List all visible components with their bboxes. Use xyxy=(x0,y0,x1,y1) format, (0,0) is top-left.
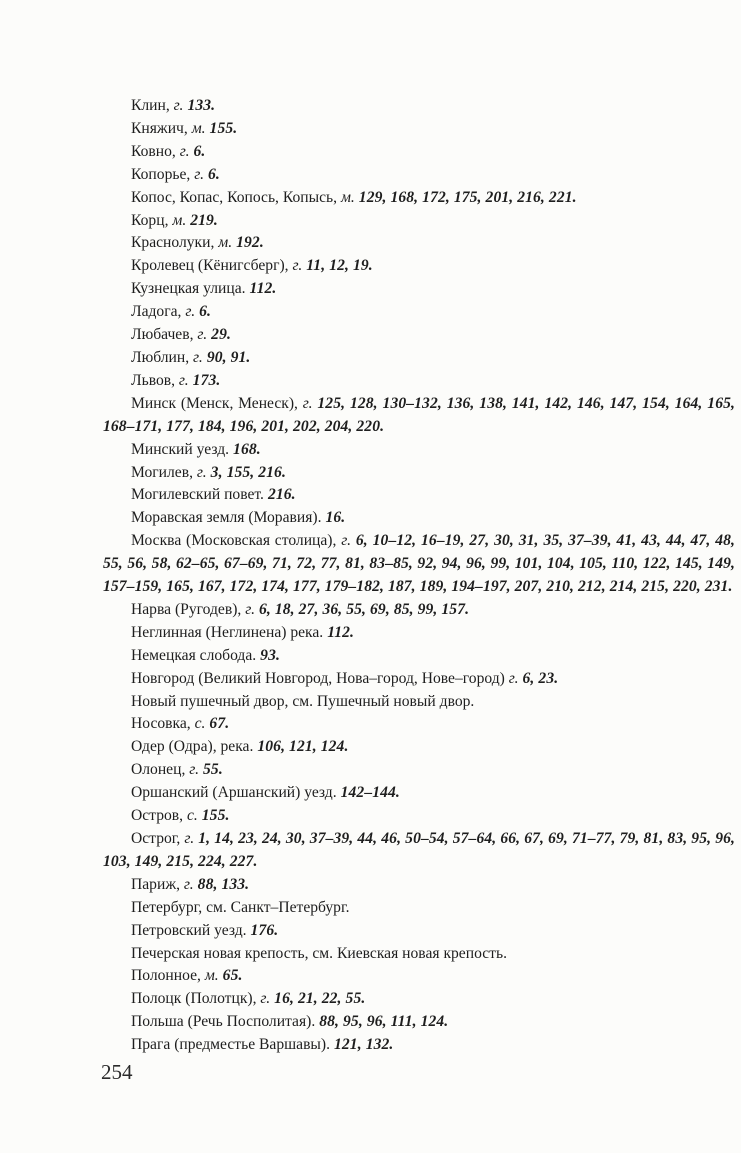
entry-type-abbrev: г. xyxy=(179,142,190,160)
entry-type-abbrev: г. xyxy=(508,669,519,687)
entry-type-abbrev: г. xyxy=(178,371,189,389)
index-entry xyxy=(103,255,735,278)
entry-name: Остров, xyxy=(131,807,187,825)
entry-page-refs: 6. xyxy=(189,142,206,160)
index-entry xyxy=(103,622,735,645)
entry-name: Одер (Одра), река. xyxy=(131,738,254,756)
entry-name: Острог, xyxy=(131,830,185,847)
entry-page-refs: 106, 121, 124. xyxy=(253,738,349,756)
entry-page-refs: 168. xyxy=(229,440,261,458)
entry-name: Могилевский повет. xyxy=(131,486,264,504)
index-entry xyxy=(103,118,735,141)
entry-type-abbrev: г. xyxy=(302,394,313,412)
index-entry xyxy=(103,439,735,462)
index-entry xyxy=(103,691,735,714)
entry-name: Моравская земля (Моравия). xyxy=(131,509,322,527)
index-entry xyxy=(103,232,735,255)
entry-name: Новгород (Великий Новгород, Нова–город, Нове–город) xyxy=(131,669,509,687)
index-entry xyxy=(103,507,735,530)
entry-type-abbrev: с. xyxy=(194,715,206,733)
entry-name: Львов, xyxy=(131,371,179,389)
entry-type-abbrev: г. xyxy=(245,600,255,618)
entry-name: Копос, Копас, Копось, Копысь, xyxy=(131,188,341,206)
entry-page-refs: 176. xyxy=(246,921,279,939)
entry-name: Клин, xyxy=(131,97,174,114)
index-entry xyxy=(103,736,735,759)
entry-name: Петербург, см. Санкт–Петербург. xyxy=(131,898,350,916)
entry-name: Нарва (Ругодев), xyxy=(131,600,246,618)
entry-name: Петровский уезд. xyxy=(131,921,247,939)
index-entry xyxy=(103,462,735,485)
index-entry xyxy=(103,1011,735,1034)
entry-name: Оршанский (Аршанский) уезд. xyxy=(131,784,337,802)
index-entry xyxy=(103,187,735,210)
index-entry xyxy=(103,943,735,966)
entry-name: Немецкая слобода. xyxy=(131,646,257,664)
entry-page-refs: 6, 23. xyxy=(518,669,559,687)
entry-page-refs: 16, 21, 22, 55. xyxy=(270,990,366,1008)
entry-page-refs: 121, 132. xyxy=(330,1036,394,1054)
entry-page-refs: 112. xyxy=(245,280,277,298)
index-entry xyxy=(103,370,735,393)
index-entry xyxy=(103,920,735,943)
index-entry xyxy=(103,668,735,691)
entry-page-refs: 6, 18, 27, 36, 55, 69, 85, 99, 157. xyxy=(254,600,470,618)
entry-name: Кролевец (Кёнигсберг), xyxy=(131,257,293,275)
entry-name: Олонец, xyxy=(131,761,190,779)
entry-type-abbrev: г. xyxy=(185,303,196,321)
entry-name: Минский уезд. xyxy=(131,440,230,458)
entry-page-refs: 1, 14, 23, 24, 30, 37–39, 44, 46, 50–54, 57–64, 66, 67, 69, 71–77, 79, 81, 83, 95, 96, 103, 149, 215, 224, 227. xyxy=(103,830,735,870)
entry-type-abbrev: м. xyxy=(204,967,219,985)
entry-name: Кузнецкая улица. xyxy=(131,280,246,298)
entry-type-abbrev: г. xyxy=(184,830,195,847)
entry-page-refs: 88, 95, 96, 111, 124. xyxy=(315,1013,449,1031)
entry-page-refs: 11, 12, 19. xyxy=(302,257,373,275)
entry-type-abbrev: м. xyxy=(191,119,206,137)
index-entry xyxy=(103,897,735,920)
entry-type-abbrev: г. xyxy=(173,97,184,114)
entry-page-refs: 192. xyxy=(232,234,264,252)
index-entry xyxy=(103,965,735,988)
entry-name: Могилев, xyxy=(131,463,197,481)
entry-type-abbrev: г. xyxy=(193,348,203,366)
entry-page-refs: 67. xyxy=(205,715,230,733)
entry-name: Польша (Речь Посполитая). xyxy=(131,1013,316,1031)
entry-page-refs: 90, 91. xyxy=(202,348,251,366)
index-entry xyxy=(103,210,735,233)
page-number: 254 xyxy=(101,1060,133,1084)
index-entry xyxy=(103,713,735,736)
entry-name: Неглинная (Неглинена) река. xyxy=(131,623,324,641)
index-entry xyxy=(103,645,735,668)
entry-name: Полоцк (Полотцк), xyxy=(131,990,261,1008)
entry-type-abbrev: г. xyxy=(194,165,204,183)
entry-type-abbrev: м. xyxy=(172,211,187,229)
entry-page-refs: 142–144. xyxy=(336,784,400,802)
entry-page-refs: 65. xyxy=(218,967,243,985)
entry-name: Носовка, xyxy=(131,715,195,733)
entry-name: Новый пушечный двор, см. Пушечный новый двор. xyxy=(131,692,475,710)
entry-name: Краснолуки, xyxy=(131,234,219,252)
entry-type-abbrev: г. xyxy=(196,463,207,481)
entry-type-abbrev: м. xyxy=(340,188,355,206)
index-entry xyxy=(103,1034,735,1057)
index-entry xyxy=(103,347,735,370)
index-entry xyxy=(103,484,735,507)
entry-page-refs: 88, 133. xyxy=(193,875,250,893)
entry-page-refs: 173. xyxy=(188,371,221,389)
index-entry xyxy=(103,278,735,301)
index-entry xyxy=(103,828,735,874)
index-entry xyxy=(103,95,735,118)
index-entry xyxy=(103,530,735,599)
entry-name: Люблин, xyxy=(131,348,194,366)
index-entry xyxy=(103,599,735,622)
entry-type-abbrev: м. xyxy=(218,234,233,252)
entry-page-refs: 216. xyxy=(263,486,296,504)
entry-type-abbrev: г. xyxy=(260,990,271,1008)
index-entry xyxy=(103,782,735,805)
index-entry xyxy=(103,164,735,187)
entry-name: Корц, xyxy=(131,211,173,229)
entry-page-refs: 125, 128, 130–132, 136, 138, 141, 142, 146, 147, 154, 164, 165, 168–171, 177, 184, 196, 201, 202, 204, 220. xyxy=(103,394,735,435)
entry-name: Копорье, xyxy=(131,165,195,183)
entry-name: Минск (Менск, Менеск), xyxy=(131,394,303,412)
entry-page-refs: 112. xyxy=(323,623,355,641)
index-entry xyxy=(103,301,735,324)
geographic-index-list xyxy=(103,95,735,1057)
entry-page-refs: 6, 10–12, 16–19, 27, 30, 31, 35, 37–39, 41, 43, 44, 47, 48, 55, 56, 58, 62–65, 67–69, 71, 72, 77, 81, 83–85, 92, 94, 96, 99, 101, 104, 105, 110, 122, 145, 149, 157–159, 165, 167, 172, 174, 177, 179–182, 187, 189, 194–197, 207, 210, 212, 214, 215, 220, 231. xyxy=(103,532,736,596)
entry-type-abbrev: г. xyxy=(341,532,351,550)
entry-type-abbrev: г. xyxy=(197,326,208,344)
entry-name: Ковно, xyxy=(131,142,180,160)
entry-page-refs: 129, 168, 172, 175, 201, 216, 221. xyxy=(354,188,577,206)
entry-type-abbrev: с. xyxy=(186,807,198,825)
entry-name: Прага (предместье Варшавы). xyxy=(131,1036,331,1054)
entry-name: Полонное, xyxy=(131,967,205,985)
entry-page-refs: 155. xyxy=(197,807,230,825)
index-entry xyxy=(103,805,735,828)
entry-type-abbrev: г. xyxy=(183,875,194,893)
entry-page-refs: 16. xyxy=(321,509,346,527)
entry-page-refs: 219. xyxy=(186,211,218,229)
entry-type-abbrev: г. xyxy=(189,761,200,779)
entry-name: Княжич, xyxy=(131,119,192,137)
entry-name: Ладога, xyxy=(131,303,186,321)
entry-page-refs: 155. xyxy=(205,119,238,137)
entry-page-refs: 55. xyxy=(199,761,223,779)
index-entry xyxy=(103,393,735,439)
index-entry xyxy=(103,874,735,897)
entry-name: Печерская новая крепость, см. Киевская новая крепость. xyxy=(131,944,508,962)
index-entry xyxy=(103,324,735,347)
entry-name: Париж, xyxy=(131,875,184,893)
entry-page-refs: 6. xyxy=(203,165,220,183)
entry-page-refs: 93. xyxy=(256,646,280,664)
entry-type-abbrev: г. xyxy=(292,257,303,275)
entry-page-refs: 29. xyxy=(207,326,231,344)
index-entry xyxy=(103,988,735,1011)
entry-page-refs: 133. xyxy=(183,97,216,114)
index-entry xyxy=(103,141,735,164)
entry-page-refs: 3, 155, 216. xyxy=(206,463,286,481)
index-entry xyxy=(103,759,735,782)
entry-name: Любачев, xyxy=(131,326,198,344)
entry-name: Москва (Московская столица), xyxy=(131,532,342,550)
entry-page-refs: 6. xyxy=(195,303,212,321)
